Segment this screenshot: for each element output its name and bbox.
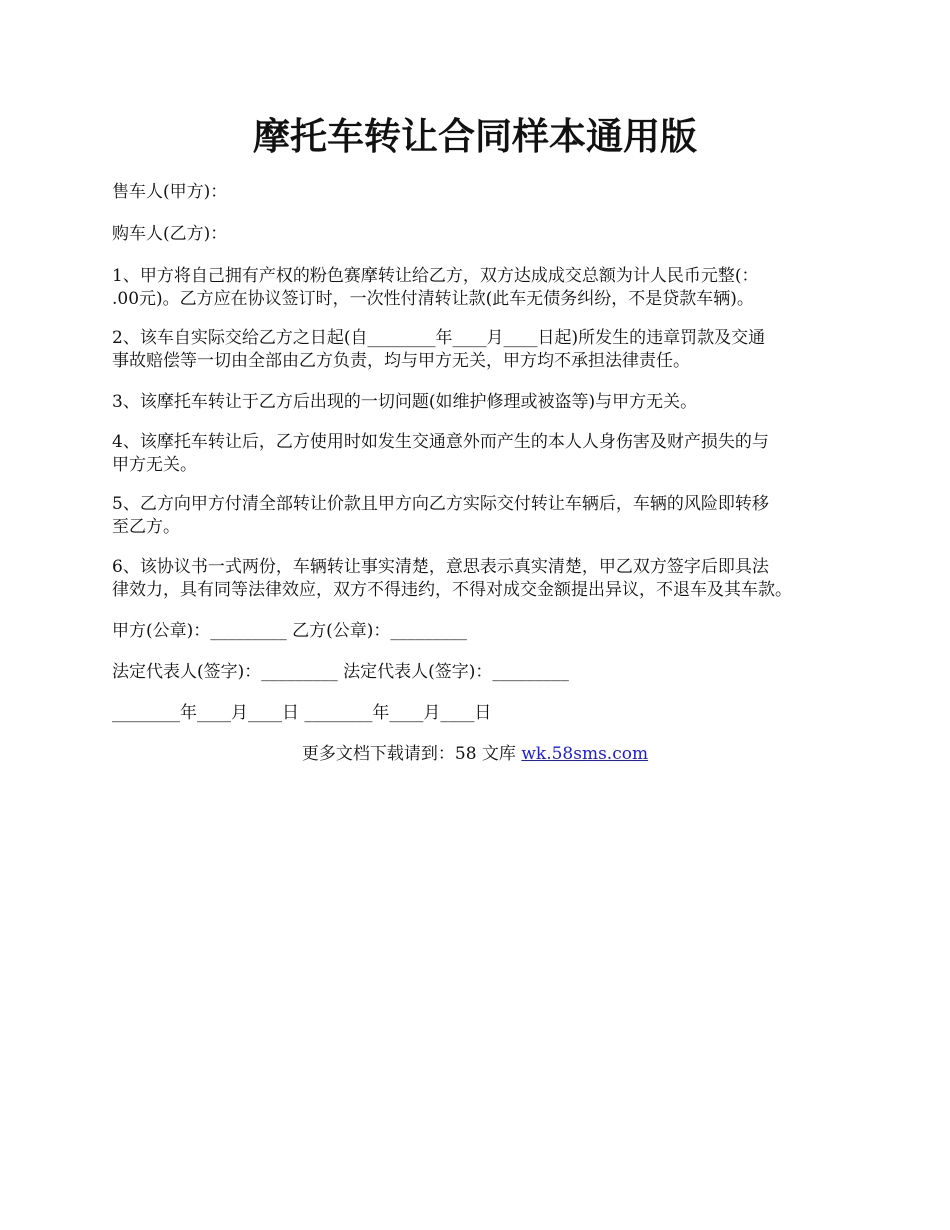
clause-5-line-1: 5、乙方向甲方付清全部转让价款且甲方向乙方实际交付转让车辆后，车辆的风险即转移 <box>112 494 769 514</box>
document-title: 摩托车转让合同样本通用版 <box>253 114 697 158</box>
buyer-label: 购车人(乙方)： <box>112 224 228 244</box>
representative-line: 法定代表人(签字)：_________ 法定代表人(签字)：_________ <box>112 662 569 682</box>
clause-6-line-2: 律效力，具有同等法律效应，双方不得违约，不得对成交金额提出异议，不退车及其车款。 <box>112 580 792 600</box>
clause-2-line-2: 事故赔偿等一切由全部由乙方负责，均与甲方无关，甲方均不承担法律责任。 <box>112 351 690 371</box>
clause-2-line-1: 2、该车自实际交给乙方之日起(自________年____月____日起)所发生的违章罚款及交通 <box>112 328 766 348</box>
clause-1-line-1: 1、甲方将自己拥有产权的粉色赛摩转让给乙方，双方达成成交总额为计人民币元整(： <box>112 266 759 286</box>
footer <box>0 742 950 766</box>
clause-4-line-2: 甲方无关。 <box>112 455 197 475</box>
clause-4-line-1: 4、该摩托车转让后，乙方使用时如发生交通意外而产生的本人人身伤害及财产损失的与 <box>112 432 769 452</box>
seal-line: 甲方(公章)：_________ 乙方(公章)：_________ <box>112 621 467 641</box>
clause-5-line-2: 至乙方。 <box>112 517 180 537</box>
footer-text: 更多文档下载请到：58 文库 <box>301 744 522 764</box>
clause-1-line-2: .00元)。乙方应在协议签订时，一次性付清转让款(此车无债务纠纷，不是贷款车辆)。 <box>112 289 754 309</box>
clause-6-line-1: 6、该协议书一式两份，车辆转让事实清楚，意思表示真实清楚，甲乙双方签字后即具法 <box>112 557 769 577</box>
clause-3-line-1: 3、该摩托车转让于乙方后出现的一切问题(如维护修理或被盗等)与甲方无关。 <box>112 392 698 412</box>
footer-link[interactable]: wk.58sms.com <box>521 744 649 764</box>
seller-label: 售车人(甲方)： <box>112 182 228 202</box>
date-line: ________年____月____日 ________年____月____日 <box>112 703 492 723</box>
